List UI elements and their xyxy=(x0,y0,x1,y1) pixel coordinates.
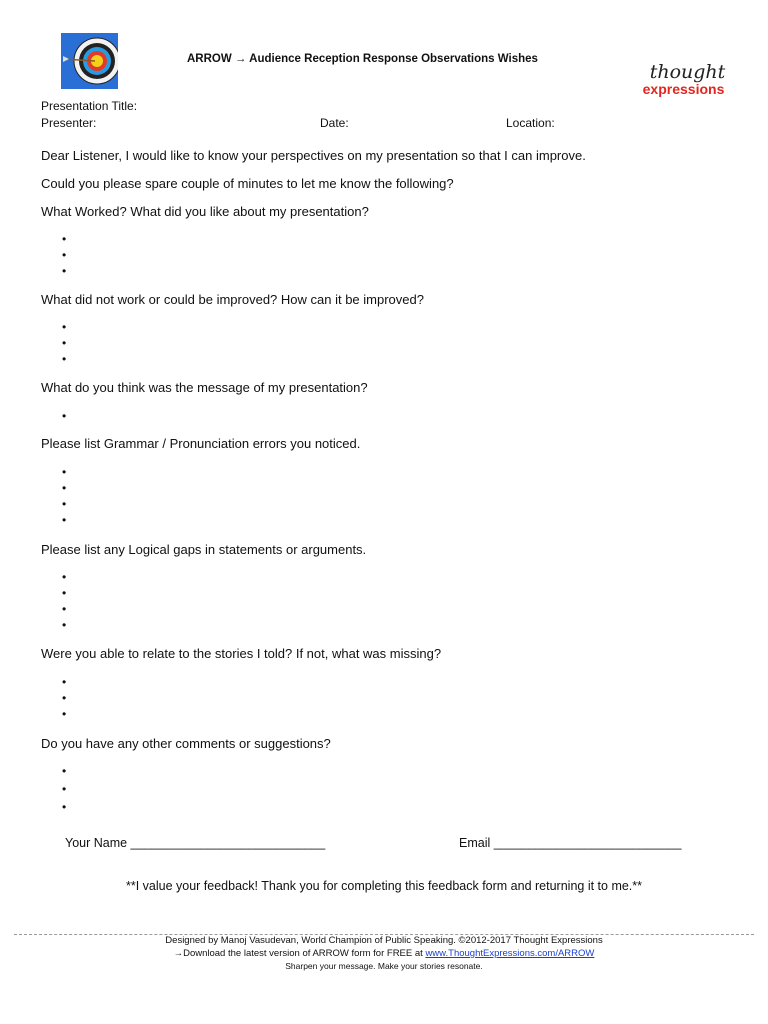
presentation-title-label: Presentation Title: xyxy=(41,99,138,113)
bullet-icon: • xyxy=(62,481,67,495)
target-icon xyxy=(61,33,118,89)
bullet-icon: • xyxy=(62,232,67,246)
brand-wordmark-thought: thought xyxy=(649,61,726,83)
form-title: ARROW → Audience Reception Response Observations Wishes xyxy=(187,53,538,65)
bullet-icon: • xyxy=(62,602,67,616)
question-grammar-errors: Please list Grammar / Pronunciation errors you noticed. xyxy=(41,436,361,451)
date-label: Date: xyxy=(320,116,349,130)
footer-tagline: Sharpen your message. Make your stories resonate. xyxy=(285,961,483,971)
footer-download xyxy=(0,948,768,959)
bullet-icon: • xyxy=(62,764,67,778)
bullet-icon: • xyxy=(62,570,67,584)
question-what-did-not-work: What did not work or could be improved? How can it be improved? xyxy=(41,292,424,307)
brand-wordmark-expressions: expressions xyxy=(642,81,725,97)
bullet-icon: • xyxy=(62,618,67,632)
bullet-icon: • xyxy=(62,707,67,721)
bullet-icon: • xyxy=(62,782,67,796)
bullet-icon: • xyxy=(62,691,67,705)
question-message: What do you think was the message of my presentation? xyxy=(41,380,368,395)
bullet-icon: • xyxy=(62,409,67,423)
bullet-icon: • xyxy=(62,497,67,511)
location-label: Location: xyxy=(506,116,555,130)
archery-target-logo xyxy=(61,33,118,89)
your-name-field: Your Name ____________________________ xyxy=(65,836,326,850)
question-what-worked: What Worked? What did you like about my presentation? xyxy=(41,204,369,219)
question-logical-gaps: Please list any Logical gaps in statements or arguments. xyxy=(41,542,367,557)
footer-credit: Designed by Manoj Vasudevan, World Champion of Public Speaking. ©2012-2017 Thought Expressions xyxy=(165,935,603,946)
bullet-icon: • xyxy=(62,465,67,479)
bullet-icon: • xyxy=(62,586,67,600)
thank-you-note: **I value your feedback! Thank you for completing this feedback form and returning it to me.** xyxy=(125,879,643,893)
bullet-icon: • xyxy=(62,320,67,334)
bullet-icon: • xyxy=(62,264,67,278)
email-field: Email ___________________________ xyxy=(459,836,682,850)
footer-download-text: →Download the latest version of ARROW form for FREE at xyxy=(173,948,426,959)
bullet-icon: • xyxy=(62,675,67,689)
question-other-comments: Do you have any other comments or suggestions? xyxy=(41,736,331,751)
bullet-icon: • xyxy=(62,336,67,350)
intro-line-2: Could you please spare couple of minutes to let me know the following? xyxy=(41,176,454,191)
bullet-icon: • xyxy=(62,800,67,814)
bullet-icon: • xyxy=(62,352,67,366)
thought-expressions-logo xyxy=(640,62,735,96)
intro-line-1: Dear Listener, I would like to know your perspectives on my presentation so that I can improve. xyxy=(41,148,586,163)
bullet-icon: • xyxy=(62,248,67,262)
bullet-icon: • xyxy=(62,513,67,527)
question-stories: Were you able to relate to the stories I told? If not, what was missing? xyxy=(41,646,442,661)
footer-download-link[interactable]: www.ThoughtExpressions.com/ARROW xyxy=(425,948,595,959)
presenter-label: Presenter: xyxy=(41,116,97,130)
